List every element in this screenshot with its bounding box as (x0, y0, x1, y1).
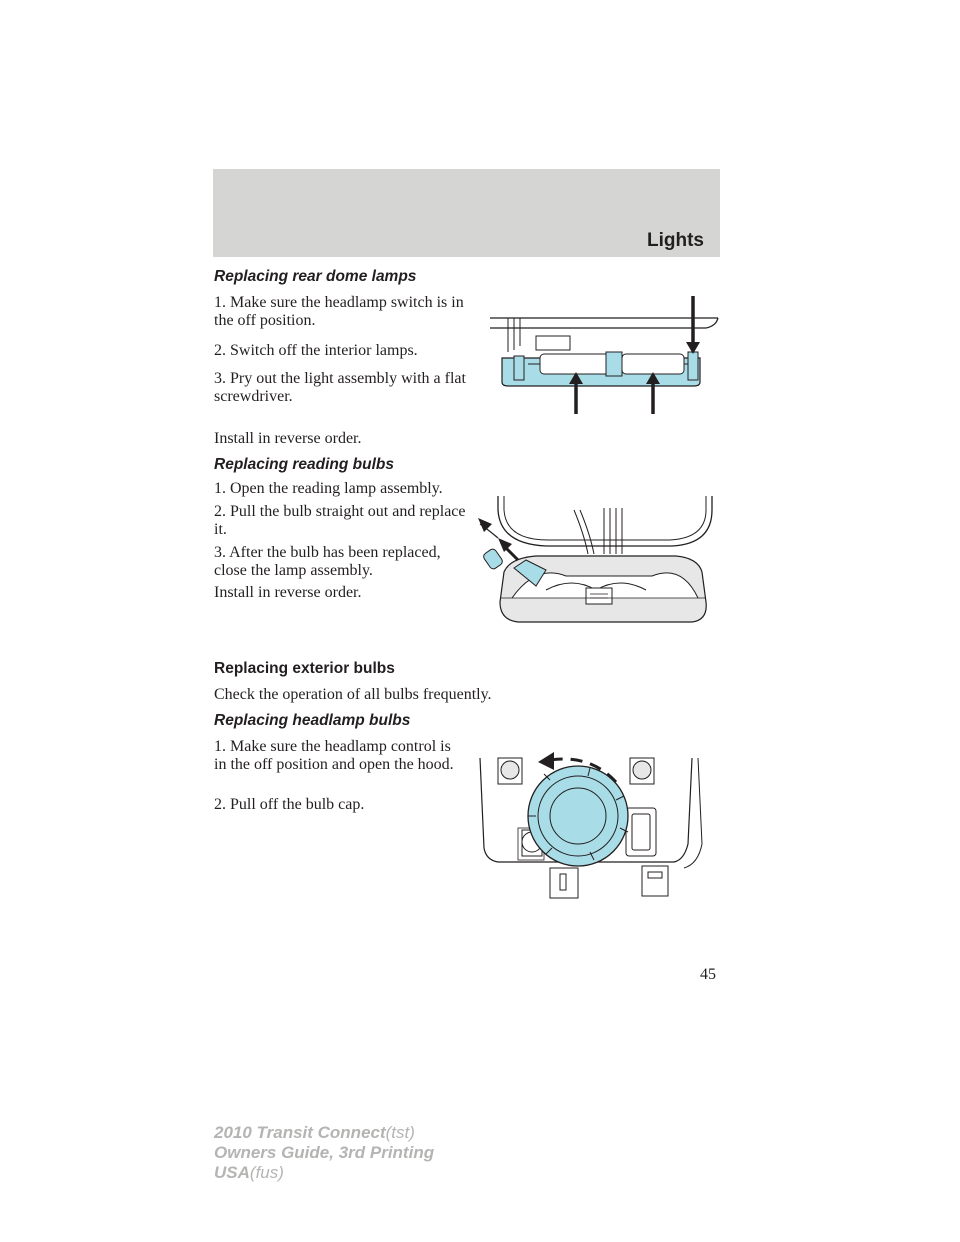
reading-step-3: 3. After the bulb has been replaced, close the lamp assembly. (214, 544, 441, 579)
rear-dome-install-note: Install in reverse order. (214, 430, 362, 447)
rear-dome-lamp-illustration (488, 296, 720, 420)
headlamp-illustration (478, 748, 718, 904)
reading-install-note: Install in reverse order. (214, 584, 362, 601)
exterior-heading: Replacing exterior bulbs (214, 660, 395, 677)
rear-dome-step-2: 2. Switch off the interior lamps. (214, 342, 418, 359)
reading-lamp-illustration (476, 494, 720, 634)
section-title: Lights (647, 230, 704, 251)
headlamp-step-2: 2. Pull off the bulb cap. (214, 796, 365, 813)
document-footer (214, 1123, 434, 1183)
headlamp-step-1: 1. Make sure the headlamp control is in the off position and open the hood. (214, 738, 454, 773)
footer-printing: Owners Guide, 3rd Printing (214, 1143, 435, 1162)
headlamp-heading: Replacing headlamp bulbs (214, 712, 411, 729)
footer-market-code: (fus) (249, 1163, 284, 1182)
reading-step-2: 2. Pull the bulb straight out and replace it. (214, 503, 466, 538)
reading-step-1: 1. Open the reading lamp assembly. (214, 480, 443, 497)
footer-model-code: (tst) (385, 1123, 415, 1142)
rear-dome-step-3: 3. Pry out the light assembly with a flat screwdriver. (214, 370, 466, 405)
rear-dome-step-1: 1. Make sure the headlamp switch is in the off position. (214, 294, 464, 329)
footer-model: 2010 Transit Connect (214, 1123, 386, 1142)
section-header-band (213, 169, 720, 257)
page-number: 45 (700, 966, 716, 983)
reading-heading: Replacing reading bulbs (214, 456, 394, 473)
rear-dome-heading: Replacing rear dome lamps (214, 268, 417, 285)
footer-market: USA (214, 1163, 250, 1182)
exterior-text: Check the operation of all bulbs frequently. (214, 686, 492, 703)
